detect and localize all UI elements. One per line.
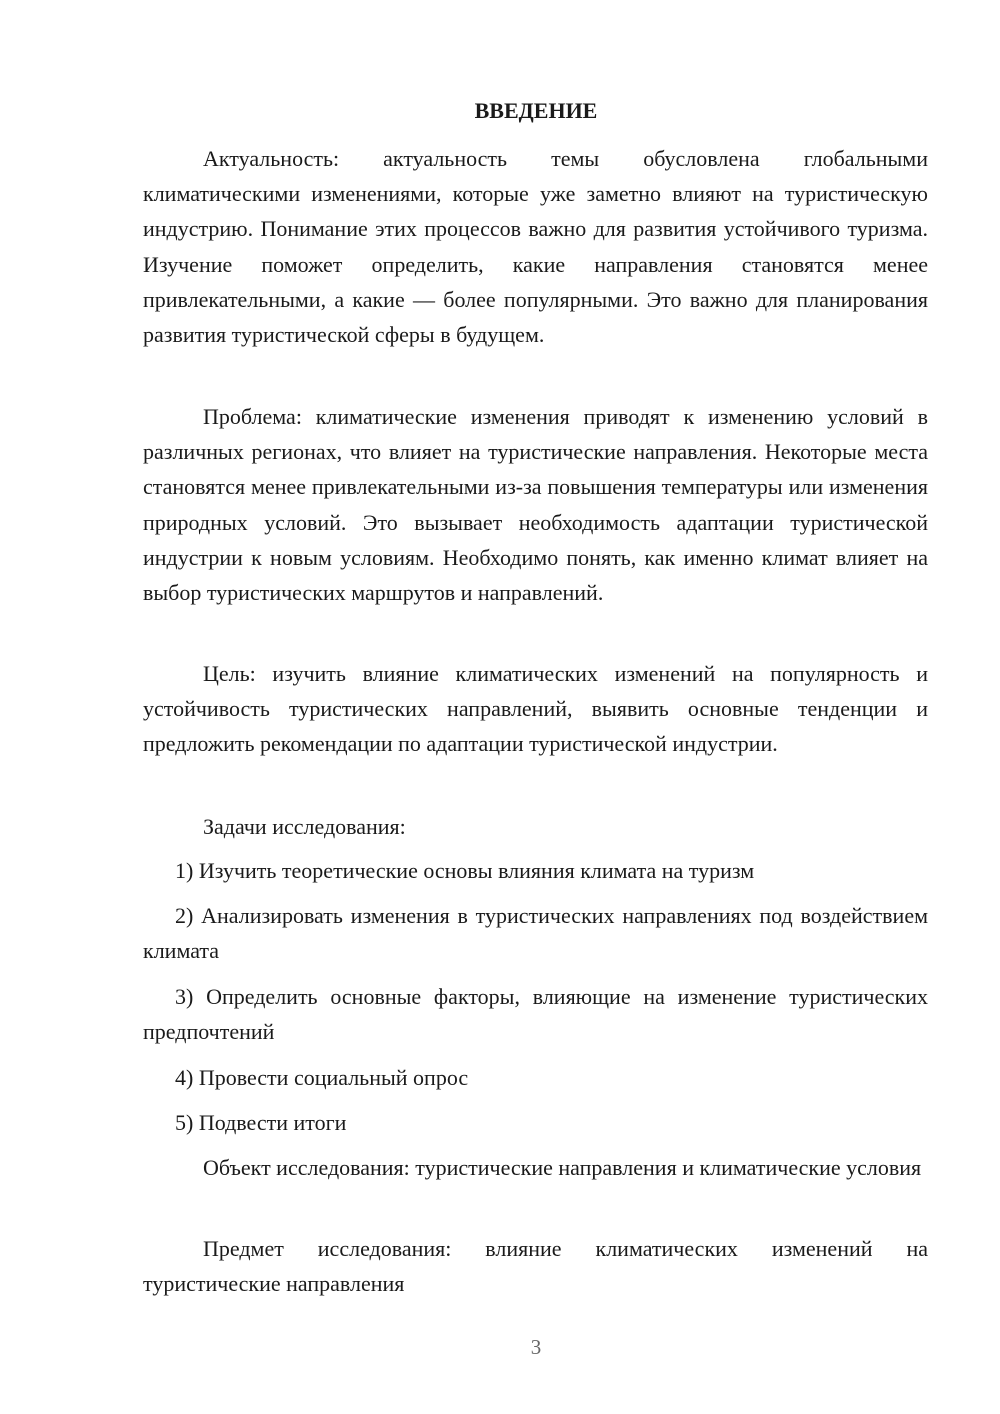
problem-paragraph: Проблема: климатические изменения приводят к изменению условий в различных регионах, что влияет на туристические направления. Некоторые места становятся менее привлекательными из-за повышения температуры или изменения природных условий. Это вызывает необходимость адаптации туристической индустрии к новым условиям. Необходимо понять, как именно климат влияет на выбор туристических маршрутов и направлений. — [143, 404, 928, 606]
tasks-heading: Задачи исследования: — [203, 814, 406, 839]
subject-paragraph: Предмет исследования: влияние климатических изменений на туристические направления — [143, 1236, 928, 1297]
task-item-3: 3) Определить основные факторы, влияющие на изменение туристических предпочтений — [143, 984, 928, 1045]
task-item-1: 1) Изучить теоретические основы влияния климата на туризм — [175, 858, 755, 883]
goal-paragraph: Цель: изучить влияние климатических изменений на популярность и устойчивость туристических направлений, выявить основные тенденции и предложить рекомендации по адаптации туристической индустрии. — [143, 661, 928, 757]
task-item-2: 2) Анализировать изменения в туристических направлениях под воздействием климата — [143, 903, 928, 964]
object-paragraph: Объект исследования: туристические направления и климатические условия — [203, 1155, 922, 1180]
task-item-4: 4) Провести социальный опрос — [175, 1065, 469, 1090]
page-title: ВВЕДЕНИЕ — [474, 98, 598, 123]
task-item-5: 5) Подвести итоги — [175, 1110, 347, 1135]
relevance-paragraph: Актуальность: актуальность темы обусловлена глобальными климатическими изменениями, которые уже заметно влияют на туристическую индустрию. Понимание этих процессов важно для развития устойчивого туризма. Изучение поможет определить, какие направления становятся менее привлекательными, а какие — более популярными. Это важно для планирования развития туристической сферы в будущем. — [143, 146, 928, 348]
page-number: 3 — [530, 1335, 542, 1359]
